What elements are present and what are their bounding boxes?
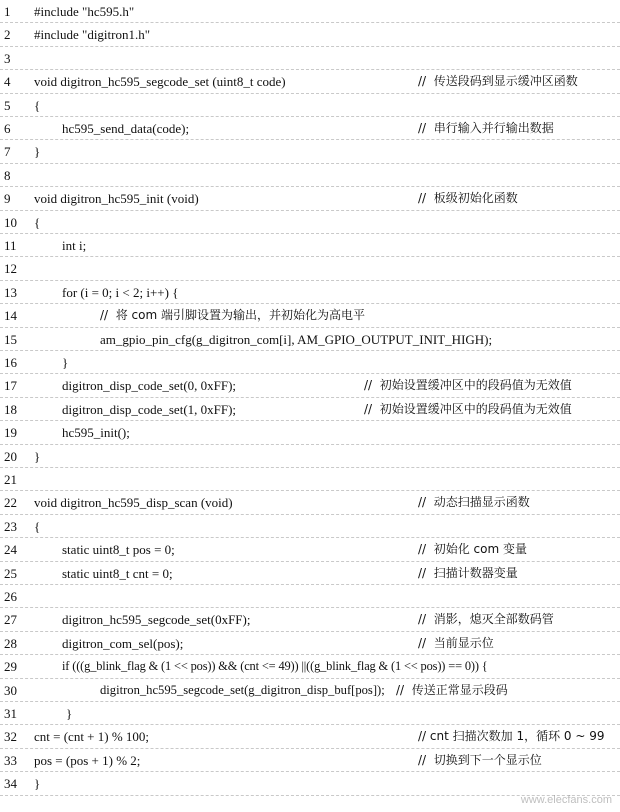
code-text: for (i = 0; i < 2; i++) { — [62, 284, 179, 300]
code-line — [0, 257, 620, 280]
code-comment: // 板级初始化函数 — [418, 191, 518, 206]
line-number: 7 — [4, 144, 11, 160]
line-number: 22 — [4, 495, 17, 511]
line-number: 13 — [4, 284, 17, 300]
line-number: 5 — [4, 97, 11, 113]
line-number: 32 — [4, 729, 17, 745]
line-number: 26 — [4, 589, 17, 604]
code-line — [0, 398, 620, 421]
line-number: 23 — [4, 518, 17, 534]
line-number: 28 — [4, 635, 17, 651]
code-text: { — [34, 97, 41, 113]
line-number: 15 — [4, 331, 17, 347]
code-line — [0, 117, 620, 140]
code-text: void digitron_hc595_segcode_set (uint8_t code) — [34, 74, 286, 90]
code-text: hc595_init(); — [62, 425, 130, 441]
code-text: int i; — [62, 238, 87, 253]
line-number: 20 — [4, 448, 17, 464]
line-number: 25 — [4, 565, 17, 581]
code-text: } — [34, 776, 41, 792]
code-comment: // 切换到下一个显示位 — [418, 752, 542, 767]
line-number: 11 — [4, 238, 17, 253]
code-line — [0, 749, 620, 772]
code-line — [0, 94, 620, 117]
code-line — [0, 632, 620, 655]
line-number: 8 — [4, 167, 11, 183]
code-line — [0, 538, 620, 561]
line-number: 17 — [4, 378, 17, 394]
watermark: www.elecfans.com — [520, 794, 612, 806]
code-text: if (((g_blink_flag & (1 << pos)) && (cnt <= 49)) ||((g_blink_flag & (1 << pos)) == 0)) { — [62, 659, 488, 674]
code-text: } — [62, 355, 69, 370]
code-text: void digitron_hc595_disp_scan (void) — [34, 495, 233, 511]
line-number: 10 — [4, 214, 17, 230]
code-line — [0, 328, 620, 351]
code-comment: // 扫描计数器变量 — [418, 565, 518, 580]
code-line — [0, 655, 620, 678]
line-number: 33 — [4, 752, 17, 768]
line-number: 14 — [4, 308, 17, 324]
code-line — [0, 23, 620, 46]
code-text: digitron_hc595_segcode_set(0xFF); — [62, 612, 251, 628]
code-line — [0, 445, 620, 468]
line-number: 31 — [4, 706, 17, 721]
code-line — [0, 0, 620, 23]
line-number: 19 — [4, 425, 17, 441]
code-text: pos = (pos + 1) % 2; — [34, 752, 141, 768]
code-text: // 将 com 端引脚设置为输出，并初始化为高电平 — [100, 308, 365, 323]
line-number: 4 — [4, 74, 11, 90]
line-number: 18 — [4, 401, 17, 417]
code-line — [0, 211, 620, 234]
code-text: { — [34, 518, 41, 534]
code-text: static uint8_t cnt = 0; — [62, 565, 173, 581]
code-line — [0, 421, 620, 444]
code-line — [0, 351, 620, 374]
line-number: 34 — [4, 776, 17, 792]
code-comment: // 动态扫描显示函数 — [418, 495, 530, 510]
code-line — [0, 772, 620, 795]
code-line — [0, 679, 620, 702]
code-line — [0, 725, 620, 748]
code-line — [0, 304, 620, 327]
code-text: } — [66, 706, 73, 721]
line-number: 12 — [4, 261, 17, 277]
code-text: } — [34, 144, 41, 160]
code-text: #include "hc595.h" — [34, 4, 135, 19]
code-comment: // 串行输入并行输出数据 — [418, 121, 554, 135]
code-line — [0, 70, 620, 93]
line-number: 21 — [4, 472, 17, 487]
code-text: } — [34, 448, 41, 464]
line-number: 2 — [4, 27, 11, 43]
code-comment: // 传送段码到显示缓冲区函数 — [418, 74, 578, 89]
code-text: hc595_send_data(code); — [62, 121, 190, 136]
code-text: am_gpio_pin_cfg(g_digitron_com[i], AM_GPIO_OUTPUT_INIT_HIGH); — [100, 331, 493, 347]
code-line — [0, 281, 620, 304]
code-line — [0, 702, 620, 725]
code-line — [0, 608, 620, 631]
code-comment: // cnt 扫描次数加 1，循环 0 ~ 99 — [418, 729, 605, 744]
code-line — [0, 515, 620, 538]
code-line — [0, 164, 620, 187]
line-number: 3 — [4, 50, 11, 66]
code-text: static uint8_t pos = 0; — [62, 542, 175, 558]
code-line — [0, 585, 620, 608]
code-comment: // 传送正常显示段码 — [396, 682, 508, 697]
line-number: 24 — [4, 542, 17, 558]
code-text: cnt = (cnt + 1) % 100; — [34, 729, 150, 745]
code-line — [0, 491, 620, 514]
line-number: 29 — [4, 659, 17, 675]
line-number: 6 — [4, 121, 11, 136]
code-text: digitron_disp_code_set(0, 0xFF); — [62, 378, 237, 394]
line-number: 9 — [4, 191, 11, 207]
line-number: 27 — [4, 612, 17, 628]
code-line — [0, 374, 620, 397]
code-line — [0, 47, 620, 70]
code-comment: // 当前显示位 — [418, 635, 494, 650]
code-line — [0, 187, 620, 210]
code-line — [0, 562, 620, 585]
code-comment: // 消影，熄灭全部数码管 — [418, 612, 554, 627]
code-comment: // 初始设置缓冲区中的段码值为无效值 — [364, 401, 572, 416]
code-line — [0, 468, 620, 491]
code-text: { — [34, 214, 41, 230]
code-comment: // 初始化 com 变量 — [418, 542, 527, 557]
code-line — [0, 140, 620, 163]
code-text: void digitron_hc595_init (void) — [34, 191, 199, 207]
line-number: 1 — [4, 4, 11, 19]
code-comment: // 初始设置缓冲区中的段码值为无效值 — [364, 378, 572, 393]
line-number: 16 — [4, 355, 17, 370]
code-text: digitron_com_sel(pos); — [62, 635, 184, 651]
code-text: digitron_disp_code_set(1, 0xFF); — [62, 401, 237, 417]
code-text: #include "digitron1.h" — [34, 27, 151, 43]
code-text: digitron_hc595_segcode_set(g_digitron_disp_buf[pos]); — [100, 682, 385, 697]
line-number: 30 — [4, 682, 17, 698]
code-line — [0, 234, 620, 257]
